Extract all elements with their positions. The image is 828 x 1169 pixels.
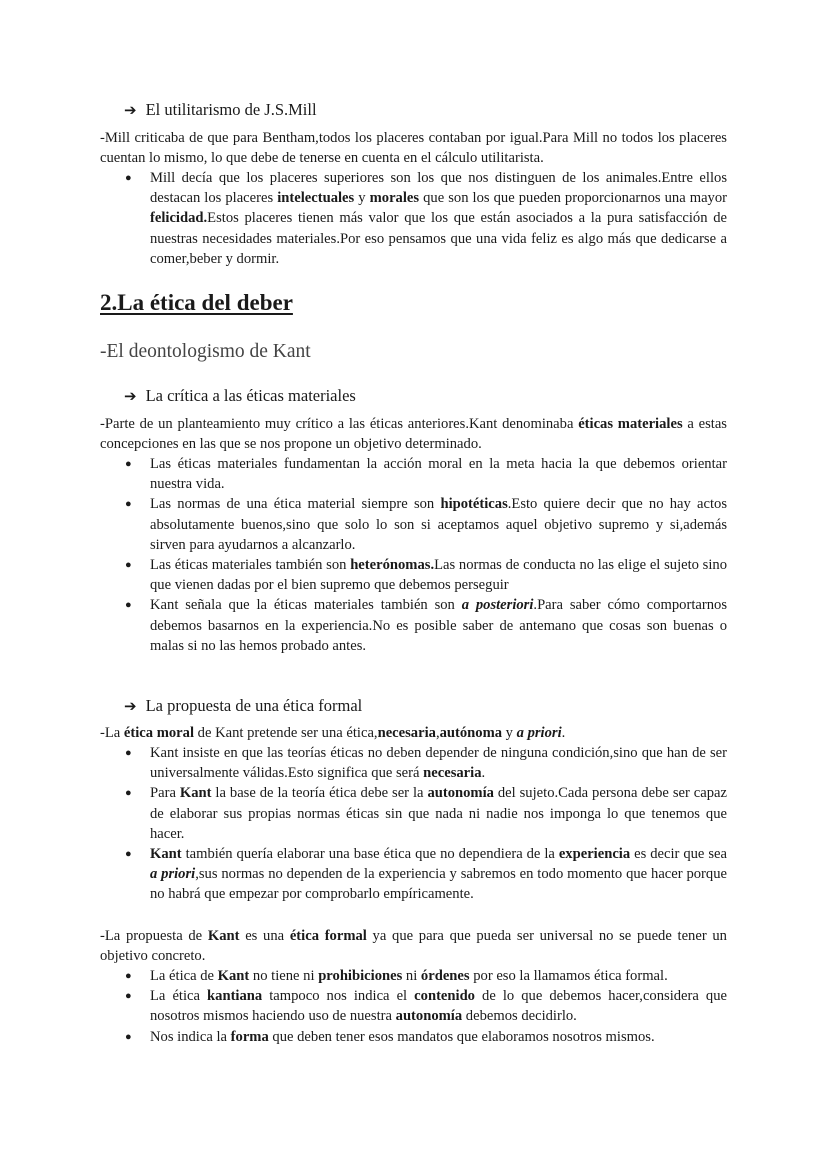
bold-term: necesaria xyxy=(423,765,482,782)
text-run: Estos placeres tienen más valor que los que están asociados a la pura satisfacción de nuestras necesidades materiales.Por eso pensamos que una vida feliz es algo más que dedicarse a comer,beber y dormir. xyxy=(150,210,727,267)
text-run: la base de la teoría ética debe ser la xyxy=(211,785,428,802)
list-item xyxy=(100,168,727,269)
text-run: -La propuesta de xyxy=(100,928,208,944)
text-run: Para xyxy=(150,785,180,802)
text-run: .Esto quiere decir que no hay actos absolutamente buenos,sino que solo lo son si aceptamos aquel objetivo supremo y si,además sirven para ayudarnos a alcanzarlo. xyxy=(150,496,728,553)
bullet-list xyxy=(100,454,727,656)
list-item xyxy=(100,555,727,595)
bullet-dot-icon: ● xyxy=(125,458,132,470)
bold-term: autonomía xyxy=(427,785,494,802)
paragraph xyxy=(100,128,727,168)
text-run: -La xyxy=(100,725,124,741)
bold-term: éticas materiales xyxy=(578,416,683,432)
text-run: Las éticas materiales fundamentan la acción moral en la meta hacia la que debemos orientar nuestra vida. xyxy=(150,456,727,493)
bold-term: hipotéticas xyxy=(440,496,508,513)
text-run: no tiene ni xyxy=(249,968,319,984)
bold-term: kantiana xyxy=(207,988,263,1005)
text-run: tampoco nos indica el xyxy=(262,988,415,1005)
bold-term: a priori xyxy=(150,866,196,883)
bold-term: contenido xyxy=(414,988,475,1005)
list-item xyxy=(100,966,727,986)
bullet-dot-icon: ● xyxy=(125,848,132,861)
bold-term: felicidad. xyxy=(150,210,208,227)
right-arrow-icon: ➔ xyxy=(124,101,137,119)
bold-term: forma xyxy=(230,1028,269,1045)
text-run: Las éticas materiales también son xyxy=(150,557,351,574)
bullet-dot-icon: ● xyxy=(125,599,132,612)
list-item xyxy=(100,743,727,783)
text-run: -Parte de un planteamiento muy crítico a las éticas anteriores.Kant denominaba xyxy=(100,416,579,432)
bullet-dot-icon: ● xyxy=(125,747,132,759)
list-item xyxy=(100,595,727,656)
list-item xyxy=(100,783,727,844)
list-item xyxy=(100,454,727,494)
heading-text: La crítica a las éticas materiales xyxy=(145,386,356,405)
bold-term: morales xyxy=(369,190,420,207)
bold-term: autonomía xyxy=(395,1008,463,1025)
bullet-list xyxy=(100,743,727,905)
text-run: La ética de xyxy=(150,968,218,984)
text-run: Kant insiste en que las teorías éticas no deben depender de ninguna condición,sino que han de ser universalmente válidas.Esto significa que será xyxy=(150,745,727,782)
right-arrow-icon: ➔ xyxy=(124,387,137,405)
text-run: Las normas de una ética material siempre son xyxy=(150,496,441,513)
section-heading-propuesta xyxy=(124,696,362,716)
paragraph xyxy=(100,723,727,743)
list-item xyxy=(100,986,727,1026)
bold-term: necesaria xyxy=(377,725,436,741)
bullet-dot-icon: ● xyxy=(125,787,132,800)
bullet-list xyxy=(100,966,727,1047)
text-run: y xyxy=(354,190,370,207)
list-item xyxy=(100,844,727,905)
text-run: es decir que sea xyxy=(630,846,727,863)
text-run: de lo que debemos hacer,considera que nosotros mismos haciendo uso de nuestra xyxy=(150,988,727,1025)
bullet-dot-icon: ● xyxy=(125,1030,132,1043)
bold-term: Kant xyxy=(217,968,250,984)
text-run: .Para saber cómo comportarnos debemos basarnos en la experiencia.No es posible saber de antemano que cosas son buenas o malas si no las hemos probado antes. xyxy=(150,597,728,654)
text-run: . xyxy=(561,725,566,741)
bold-term: experiencia xyxy=(558,846,631,863)
text-run: La ética xyxy=(150,988,208,1005)
heading-text: La propuesta de una ética formal xyxy=(145,696,363,715)
text-run: Nos indica la xyxy=(150,1028,231,1045)
text-run: por eso la llamamos ética formal. xyxy=(469,968,668,984)
bullet-dot-icon: ● xyxy=(125,970,132,982)
text-run: ,sus normas no dependen de la experiencia y sabremos en todo momento que hacer porque no habrá que empezar por comprobarlo empíricamente. xyxy=(150,866,727,903)
section-heading-critica xyxy=(124,386,356,406)
bullet-dot-icon: ● xyxy=(125,559,132,572)
text-run: también quería elaborar una base ética que no dependiera de la xyxy=(181,846,559,863)
text-run: que son los que pueden proporcionarnos una mayor xyxy=(419,190,727,207)
text-run: debemos decidirlo. xyxy=(462,1008,577,1025)
section-heading-utilitarismo xyxy=(124,100,317,120)
bullet-dot-icon: ● xyxy=(125,498,132,511)
heading-text: El utilitarismo de J.S.Mill xyxy=(145,100,317,119)
text-run: a estas concepciones en las que se nos propone un objetivo determinado. xyxy=(100,416,727,453)
bold-term: Kant xyxy=(207,928,240,944)
bold-term: ética formal xyxy=(289,928,367,944)
paragraph xyxy=(100,414,727,454)
list-item xyxy=(100,494,727,555)
bold-term: ética moral xyxy=(123,725,195,741)
bold-term: prohibiciones xyxy=(318,968,403,984)
bold-term: intelectuales xyxy=(277,190,355,207)
text-run: Kant señala que la éticas materiales también son xyxy=(150,597,462,614)
text-run: de Kant pretende ser una ética, xyxy=(194,725,378,741)
bold-term: órdenes xyxy=(420,968,470,984)
paragraph xyxy=(100,926,727,966)
text-run: . xyxy=(481,765,486,782)
text-run: ni xyxy=(402,968,421,984)
text-run: y xyxy=(502,725,517,741)
bold-term: a posteriori xyxy=(461,597,534,614)
text-run: del sujeto.Cada persona debe ser capaz de elaborar sus propias normas éticas sin que nada ni nadie nos imponga lo que tenemos que hacer. xyxy=(150,785,727,842)
bold-term: Kant xyxy=(179,785,212,802)
right-arrow-icon: ➔ xyxy=(124,697,137,715)
list-item xyxy=(100,1027,727,1047)
bold-term: autónoma xyxy=(439,725,503,741)
bullet-list xyxy=(100,168,727,269)
text-run: Las normas de conducta no las elige el sujeto sino que vienen dadas por el bien supremo que debemos perseguir xyxy=(150,557,728,594)
bold-term: a priori xyxy=(516,725,562,741)
text-run: Mill decía que los placeres superiores son los que nos distinguen de los animales.Entre ellos destacan los placeres xyxy=(150,170,727,207)
bold-term: Kant xyxy=(150,846,182,863)
bullet-dot-icon: ● xyxy=(125,172,132,184)
subsection-title: -El deontologismo de Kant xyxy=(100,341,311,362)
bullet-dot-icon: ● xyxy=(125,990,132,1003)
bold-term: heterónomas. xyxy=(350,557,435,574)
section-title: 2.La ética del deber xyxy=(100,290,293,315)
text-run: -Mill criticaba de que para Bentham,todos los placeres contaban por igual.Para Mill no todos los placeres cuentan lo mismo, lo que debe de tenerse en cuenta en el cálculo utilitarista. xyxy=(100,130,727,167)
text-run: que deben tener esos mandatos que elaboramos nosotros mismos. xyxy=(268,1028,655,1045)
text-run: , xyxy=(435,725,440,741)
text-run: ya que para que pueda ser universal no se puede tener un objetivo concreto. xyxy=(100,928,727,965)
text-run: es una xyxy=(239,928,290,944)
